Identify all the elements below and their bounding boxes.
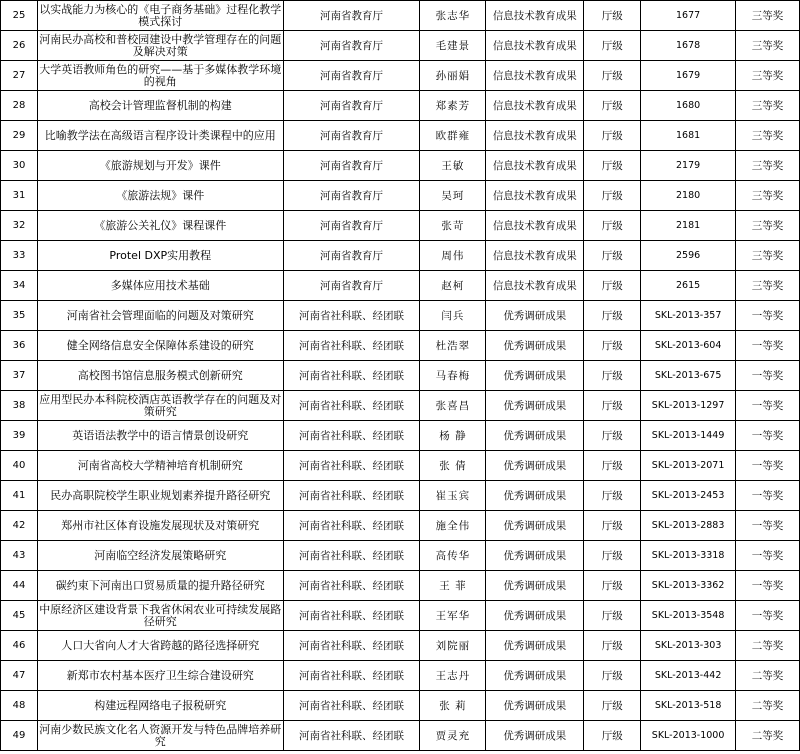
level-cell: 厅级 bbox=[584, 601, 641, 631]
row-number-cell: 34 bbox=[1, 271, 38, 301]
issuing-department-cell: 河南省教育厅 bbox=[283, 61, 420, 91]
row-number-cell: 30 bbox=[1, 151, 38, 181]
project-title-cell: 河南民办高校和普校园建设中教学管理存在的问题及解决对策 bbox=[37, 31, 283, 61]
table-row bbox=[1, 451, 800, 481]
award-grade-cell: 一等奖 bbox=[736, 421, 800, 451]
table-row bbox=[1, 121, 800, 151]
certificate-code-cell: SKL-2013-3318 bbox=[641, 541, 736, 571]
certificate-code-cell: SKL-2013-3548 bbox=[641, 601, 736, 631]
issuing-department-cell: 河南省教育厅 bbox=[283, 1, 420, 31]
project-title-cell: 大学英语教师角色的研究——基于多媒体教学环境的视角 bbox=[37, 61, 283, 91]
person-name-cell: 王 菲 bbox=[420, 571, 486, 601]
level-cell: 厅级 bbox=[584, 481, 641, 511]
person-name-cell: 孙丽娟 bbox=[420, 61, 486, 91]
certificate-code-cell: 2180 bbox=[641, 181, 736, 211]
person-name-cell: 刘院丽 bbox=[420, 631, 486, 661]
category-cell: 优秀调研成果 bbox=[486, 661, 584, 691]
row-number-cell: 42 bbox=[1, 511, 38, 541]
certificate-code-cell: 1679 bbox=[641, 61, 736, 91]
table-row bbox=[1, 661, 800, 691]
category-cell: 信息技术教育成果 bbox=[486, 121, 584, 151]
issuing-department-cell: 河南省社科联、经团联 bbox=[283, 421, 420, 451]
project-title-cell: 民办高职院校学生职业规划素养提升路径研究 bbox=[37, 481, 283, 511]
level-cell: 厅级 bbox=[584, 541, 641, 571]
issuing-department-cell: 河南省教育厅 bbox=[283, 271, 420, 301]
category-cell: 信息技术教育成果 bbox=[486, 211, 584, 241]
category-cell: 优秀调研成果 bbox=[486, 721, 584, 751]
project-title-cell: 人口大省向人才大省跨越的路径选择研究 bbox=[37, 631, 283, 661]
row-number-cell: 33 bbox=[1, 241, 38, 271]
project-title-cell: 比喻教学法在高级语言程序设计类课程中的应用 bbox=[37, 121, 283, 151]
issuing-department-cell: 河南省社科联、经团联 bbox=[283, 391, 420, 421]
award-grade-cell: 一等奖 bbox=[736, 571, 800, 601]
certificate-code-cell: 1680 bbox=[641, 91, 736, 121]
row-number-cell: 36 bbox=[1, 331, 38, 361]
award-grade-cell: 二等奖 bbox=[736, 721, 800, 751]
level-cell: 厅级 bbox=[584, 271, 641, 301]
category-cell: 优秀调研成果 bbox=[486, 451, 584, 481]
table-row bbox=[1, 151, 800, 181]
level-cell: 厅级 bbox=[584, 691, 641, 721]
row-number-cell: 44 bbox=[1, 571, 38, 601]
certificate-code-cell: SKL-2013-3362 bbox=[641, 571, 736, 601]
project-title-cell: 新郑市农村基本医疗卫生综合建设研究 bbox=[37, 661, 283, 691]
row-number-cell: 31 bbox=[1, 181, 38, 211]
level-cell: 厅级 bbox=[584, 721, 641, 751]
award-grade-cell: 一等奖 bbox=[736, 481, 800, 511]
table-row bbox=[1, 391, 800, 421]
award-grade-cell: 一等奖 bbox=[736, 301, 800, 331]
table-row bbox=[1, 91, 800, 121]
row-number-cell: 38 bbox=[1, 391, 38, 421]
project-title-cell: 《旅游法规》课件 bbox=[37, 181, 283, 211]
category-cell: 优秀调研成果 bbox=[486, 511, 584, 541]
certificate-code-cell: 2596 bbox=[641, 241, 736, 271]
certificate-code-cell: 1681 bbox=[641, 121, 736, 151]
table-row bbox=[1, 631, 800, 661]
award-grade-cell: 三等奖 bbox=[736, 211, 800, 241]
award-grade-cell: 三等奖 bbox=[736, 181, 800, 211]
person-name-cell: 吴珂 bbox=[420, 181, 486, 211]
project-title-cell: 河南省社会管理面临的问题及对策研究 bbox=[37, 301, 283, 331]
certificate-code-cell: 2179 bbox=[641, 151, 736, 181]
row-number-cell: 46 bbox=[1, 631, 38, 661]
project-title-cell: 应用型民办本科院校酒店英语教学存在的问题及对策研究 bbox=[37, 391, 283, 421]
award-grade-cell: 三等奖 bbox=[736, 271, 800, 301]
person-name-cell: 高传华 bbox=[420, 541, 486, 571]
table-row bbox=[1, 421, 800, 451]
category-cell: 信息技术教育成果 bbox=[486, 271, 584, 301]
certificate-code-cell: SKL-2013-2883 bbox=[641, 511, 736, 541]
row-number-cell: 35 bbox=[1, 301, 38, 331]
category-cell: 优秀调研成果 bbox=[486, 391, 584, 421]
level-cell: 厅级 bbox=[584, 61, 641, 91]
award-grade-cell: 三等奖 bbox=[736, 151, 800, 181]
category-cell: 优秀调研成果 bbox=[486, 331, 584, 361]
award-grade-cell: 一等奖 bbox=[736, 511, 800, 541]
table-row bbox=[1, 241, 800, 271]
award-grade-cell: 三等奖 bbox=[736, 241, 800, 271]
level-cell: 厅级 bbox=[584, 241, 641, 271]
project-title-cell: 郑州市社区体育设施发展现状及对策研究 bbox=[37, 511, 283, 541]
person-name-cell: 赵柯 bbox=[420, 271, 486, 301]
category-cell: 信息技术教育成果 bbox=[486, 1, 584, 31]
table-row bbox=[1, 271, 800, 301]
row-number-cell: 26 bbox=[1, 31, 38, 61]
level-cell: 厅级 bbox=[584, 571, 641, 601]
table-row bbox=[1, 541, 800, 571]
person-name-cell: 杨 静 bbox=[420, 421, 486, 451]
issuing-department-cell: 河南省社科联、经团联 bbox=[283, 661, 420, 691]
row-number-cell: 32 bbox=[1, 211, 38, 241]
award-grade-cell: 一等奖 bbox=[736, 361, 800, 391]
row-number-cell: 28 bbox=[1, 91, 38, 121]
person-name-cell: 施全伟 bbox=[420, 511, 486, 541]
row-number-cell: 49 bbox=[1, 721, 38, 751]
issuing-department-cell: 河南省社科联、经团联 bbox=[283, 451, 420, 481]
award-grade-cell: 一等奖 bbox=[736, 331, 800, 361]
table-row bbox=[1, 571, 800, 601]
certificate-code-cell: 1677 bbox=[641, 1, 736, 31]
project-title-cell: 高校图书馆信息服务模式创新研究 bbox=[37, 361, 283, 391]
category-cell: 优秀调研成果 bbox=[486, 631, 584, 661]
category-cell: 优秀调研成果 bbox=[486, 301, 584, 331]
person-name-cell: 张苛 bbox=[420, 211, 486, 241]
project-title-cell: 英语语法教学中的语言情景创设研究 bbox=[37, 421, 283, 451]
project-title-cell: 多媒体应用技术基础 bbox=[37, 271, 283, 301]
award-grade-cell: 一等奖 bbox=[736, 451, 800, 481]
person-name-cell: 毛建景 bbox=[420, 31, 486, 61]
category-cell: 信息技术教育成果 bbox=[486, 241, 584, 271]
level-cell: 厅级 bbox=[584, 151, 641, 181]
table-row bbox=[1, 1, 800, 31]
issuing-department-cell: 河南省教育厅 bbox=[283, 91, 420, 121]
certificate-code-cell: SKL-2013-2071 bbox=[641, 451, 736, 481]
category-cell: 优秀调研成果 bbox=[486, 601, 584, 631]
table-row bbox=[1, 31, 800, 61]
row-number-cell: 45 bbox=[1, 601, 38, 631]
level-cell: 厅级 bbox=[584, 1, 641, 31]
award-grade-cell: 三等奖 bbox=[736, 121, 800, 151]
category-cell: 信息技术教育成果 bbox=[486, 31, 584, 61]
certificate-code-cell: SKL-2013-604 bbox=[641, 331, 736, 361]
award-grade-cell: 三等奖 bbox=[736, 91, 800, 121]
level-cell: 厅级 bbox=[584, 361, 641, 391]
level-cell: 厅级 bbox=[584, 91, 641, 121]
person-name-cell: 张 莉 bbox=[420, 691, 486, 721]
issuing-department-cell: 河南省社科联、经团联 bbox=[283, 631, 420, 661]
certificate-code-cell: SKL-2013-2453 bbox=[641, 481, 736, 511]
category-cell: 信息技术教育成果 bbox=[486, 181, 584, 211]
award-grade-cell: 二等奖 bbox=[736, 691, 800, 721]
level-cell: 厅级 bbox=[584, 391, 641, 421]
category-cell: 信息技术教育成果 bbox=[486, 91, 584, 121]
row-number-cell: 43 bbox=[1, 541, 38, 571]
category-cell: 优秀调研成果 bbox=[486, 691, 584, 721]
award-grade-cell: 二等奖 bbox=[736, 631, 800, 661]
row-number-cell: 39 bbox=[1, 421, 38, 451]
certificate-code-cell: SKL-2013-1297 bbox=[641, 391, 736, 421]
table-row bbox=[1, 211, 800, 241]
issuing-department-cell: 河南省社科联、经团联 bbox=[283, 571, 420, 601]
row-number-cell: 29 bbox=[1, 121, 38, 151]
person-name-cell: 张志华 bbox=[420, 1, 486, 31]
row-number-cell: 25 bbox=[1, 1, 38, 31]
issuing-department-cell: 河南省教育厅 bbox=[283, 241, 420, 271]
table-row bbox=[1, 301, 800, 331]
certificate-code-cell: SKL-2013-1449 bbox=[641, 421, 736, 451]
category-cell: 优秀调研成果 bbox=[486, 361, 584, 391]
certificate-code-cell: SKL-2013-357 bbox=[641, 301, 736, 331]
row-number-cell: 37 bbox=[1, 361, 38, 391]
category-cell: 优秀调研成果 bbox=[486, 421, 584, 451]
person-name-cell: 欧群雍 bbox=[420, 121, 486, 151]
project-title-cell: 健全网络信息安全保障体系建设的研究 bbox=[37, 331, 283, 361]
level-cell: 厅级 bbox=[584, 451, 641, 481]
issuing-department-cell: 河南省教育厅 bbox=[283, 181, 420, 211]
table-row bbox=[1, 331, 800, 361]
table-row bbox=[1, 181, 800, 211]
category-cell: 信息技术教育成果 bbox=[486, 61, 584, 91]
person-name-cell: 王敏 bbox=[420, 151, 486, 181]
issuing-department-cell: 河南省社科联、经团联 bbox=[283, 331, 420, 361]
level-cell: 厅级 bbox=[584, 121, 641, 151]
person-name-cell: 王志丹 bbox=[420, 661, 486, 691]
issuing-department-cell: 河南省社科联、经团联 bbox=[283, 601, 420, 631]
person-name-cell: 王军华 bbox=[420, 601, 486, 631]
table-row bbox=[1, 61, 800, 91]
category-cell: 优秀调研成果 bbox=[486, 571, 584, 601]
project-title-cell: 《旅游规划与开发》课件 bbox=[37, 151, 283, 181]
results-table-body bbox=[1, 1, 800, 751]
project-title-cell: Protel DXP实用教程 bbox=[37, 241, 283, 271]
issuing-department-cell: 河南省教育厅 bbox=[283, 31, 420, 61]
level-cell: 厅级 bbox=[584, 421, 641, 451]
issuing-department-cell: 河南省教育厅 bbox=[283, 211, 420, 241]
award-grade-cell: 一等奖 bbox=[736, 391, 800, 421]
issuing-department-cell: 河南省社科联、经团联 bbox=[283, 301, 420, 331]
person-name-cell: 闫兵 bbox=[420, 301, 486, 331]
project-title-cell: 碳约束下河南出口贸易质量的提升路径研究 bbox=[37, 571, 283, 601]
certificate-code-cell: 2615 bbox=[641, 271, 736, 301]
project-title-cell: 河南省高校大学精神培育机制研究 bbox=[37, 451, 283, 481]
certificate-code-cell: 2181 bbox=[641, 211, 736, 241]
certificate-code-cell: SKL-2013-518 bbox=[641, 691, 736, 721]
row-number-cell: 41 bbox=[1, 481, 38, 511]
table-row bbox=[1, 721, 800, 751]
project-title-cell: 河南少数民族文化名人资源开发与特色品牌培养研究 bbox=[37, 721, 283, 751]
person-name-cell: 张喜昌 bbox=[420, 391, 486, 421]
project-title-cell: 《旅游公关礼仪》课程课件 bbox=[37, 211, 283, 241]
project-title-cell: 构建远程网络电子报税研究 bbox=[37, 691, 283, 721]
certificate-code-cell: SKL-2013-1000 bbox=[641, 721, 736, 751]
person-name-cell: 郑素芳 bbox=[420, 91, 486, 121]
table-row bbox=[1, 691, 800, 721]
level-cell: 厅级 bbox=[584, 211, 641, 241]
award-grade-cell: 一等奖 bbox=[736, 541, 800, 571]
certificate-code-cell: SKL-2013-675 bbox=[641, 361, 736, 391]
person-name-cell: 贾灵充 bbox=[420, 721, 486, 751]
project-title-cell: 以实战能力为核心的《电子商务基础》过程化教学模式探讨 bbox=[37, 1, 283, 31]
issuing-department-cell: 河南省社科联、经团联 bbox=[283, 361, 420, 391]
person-name-cell: 崔玉宾 bbox=[420, 481, 486, 511]
level-cell: 厅级 bbox=[584, 31, 641, 61]
category-cell: 信息技术教育成果 bbox=[486, 151, 584, 181]
level-cell: 厅级 bbox=[584, 331, 641, 361]
row-number-cell: 48 bbox=[1, 691, 38, 721]
certificate-code-cell: SKL-2013-303 bbox=[641, 631, 736, 661]
project-title-cell: 河南临空经济发展策略研究 bbox=[37, 541, 283, 571]
award-grade-cell: 三等奖 bbox=[736, 31, 800, 61]
person-name-cell: 张 倩 bbox=[420, 451, 486, 481]
award-grade-cell: 一等奖 bbox=[736, 601, 800, 631]
table-row bbox=[1, 601, 800, 631]
table-row bbox=[1, 511, 800, 541]
table-row bbox=[1, 481, 800, 511]
person-name-cell: 周伟 bbox=[420, 241, 486, 271]
project-title-cell: 中原经济区建设背景下我省休闲农业可持续发展路径研究 bbox=[37, 601, 283, 631]
person-name-cell: 马春梅 bbox=[420, 361, 486, 391]
issuing-department-cell: 河南省社科联、经团联 bbox=[283, 691, 420, 721]
table-row bbox=[1, 361, 800, 391]
issuing-department-cell: 河南省教育厅 bbox=[283, 151, 420, 181]
level-cell: 厅级 bbox=[584, 511, 641, 541]
issuing-department-cell: 河南省教育厅 bbox=[283, 121, 420, 151]
category-cell: 优秀调研成果 bbox=[486, 481, 584, 511]
issuing-department-cell: 河南省社科联、经团联 bbox=[283, 481, 420, 511]
row-number-cell: 40 bbox=[1, 451, 38, 481]
category-cell: 优秀调研成果 bbox=[486, 541, 584, 571]
certificate-code-cell: SKL-2013-442 bbox=[641, 661, 736, 691]
award-grade-cell: 三等奖 bbox=[736, 61, 800, 91]
row-number-cell: 27 bbox=[1, 61, 38, 91]
certificate-code-cell: 1678 bbox=[641, 31, 736, 61]
issuing-department-cell: 河南省社科联、经团联 bbox=[283, 541, 420, 571]
level-cell: 厅级 bbox=[584, 631, 641, 661]
level-cell: 厅级 bbox=[584, 301, 641, 331]
row-number-cell: 47 bbox=[1, 661, 38, 691]
person-name-cell: 杜浩翠 bbox=[420, 331, 486, 361]
award-grade-cell: 二等奖 bbox=[736, 661, 800, 691]
issuing-department-cell: 河南省社科联、经团联 bbox=[283, 511, 420, 541]
level-cell: 厅级 bbox=[584, 181, 641, 211]
award-grade-cell: 三等奖 bbox=[736, 1, 800, 31]
project-title-cell: 高校会计管理监督机制的构建 bbox=[37, 91, 283, 121]
level-cell: 厅级 bbox=[584, 661, 641, 691]
issuing-department-cell: 河南省社科联、经团联 bbox=[283, 721, 420, 751]
